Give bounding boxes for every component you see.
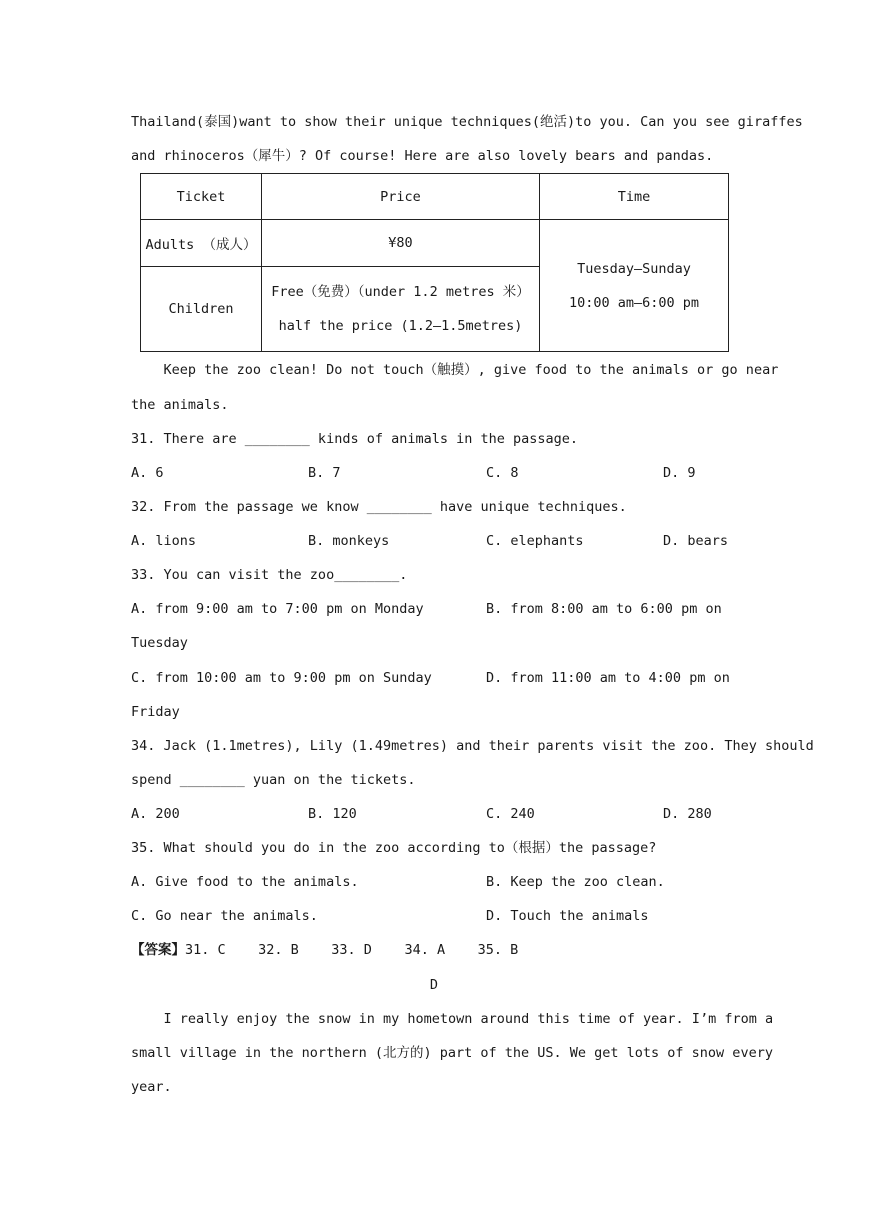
q33-option-a: A. from 9:00 am to 7:00 pm on Monday xyxy=(131,601,424,617)
q32-option-a: A. lions xyxy=(131,533,197,549)
q35-option-d: D. Touch the animals xyxy=(486,908,649,924)
answer-line xyxy=(131,940,518,960)
intro-line-1: Thailand(泰国)want to show their unique techniques(绝活)to you. Can you see giraffes xyxy=(131,114,803,130)
section-d-line-1: I really enjoy the snow in my hometown around this time of year. I’m from a xyxy=(131,1011,774,1027)
q34-option-b: B. 120 xyxy=(308,806,357,822)
children-price-free: Free（免费）（under 1.2 metres 米） xyxy=(271,284,530,300)
q33-stem: 33. You can visit the zoo________. xyxy=(131,567,408,583)
q34-stem-2: spend ________ yuan on the tickets. xyxy=(131,772,416,788)
children-price xyxy=(262,267,540,352)
header-time: Time xyxy=(540,174,729,220)
q33-option-d-cont: Friday xyxy=(131,704,180,720)
adults-price: ¥80 xyxy=(262,220,540,267)
section-heading: D xyxy=(429,977,439,993)
ticket-table xyxy=(140,173,729,352)
q31-option-b: B. 7 xyxy=(308,465,341,481)
q34-stem-1: 34. Jack (1.1metres), Lily (1.49metres) and their parents visit the zoo. They should xyxy=(131,738,814,754)
rules-line-2: the animals. xyxy=(131,397,229,413)
time-days: Tuesday—Sunday xyxy=(577,260,691,277)
q35-option-a: A. Give food to the animals. xyxy=(131,874,359,890)
q33-option-c: C. from 10:00 am to 9:00 pm on Sunday xyxy=(131,670,432,686)
answer-values: 31. C 32. B 33. D 34. A 35. B xyxy=(185,942,519,958)
answer-key-label: 【答案】 xyxy=(131,942,185,958)
q33-option-b: B. from 8:00 am to 6:00 pm on xyxy=(486,601,722,617)
q34-option-d: D. 280 xyxy=(663,806,712,822)
section-d-line-2: small village in the northern (北方的) part of the US. We get lots of snow every xyxy=(131,1045,773,1061)
q31-option-d: D. 9 xyxy=(663,465,696,481)
q31-stem: 31. There are ________ kinds of animals in the passage. xyxy=(131,431,579,447)
children-price-half: half the price (1.2—1.5metres) xyxy=(278,318,523,334)
q33-option-d: D. from 11:00 am to 4:00 pm on xyxy=(486,670,730,686)
time-cell xyxy=(540,220,729,352)
adults-label: Adults （成人） xyxy=(141,220,262,267)
q35-option-b: B. Keep the zoo clean. xyxy=(486,874,665,890)
q34-option-a: A. 200 xyxy=(131,806,180,822)
intro-line-2: and rhinoceros（犀牛）? Of course! Here are also lovely bears and pandas. xyxy=(131,148,714,164)
q35-stem: 35. What should you do in the zoo according to（根据）the passage? xyxy=(131,840,657,856)
q33-option-b-cont: Tuesday xyxy=(131,635,188,651)
q32-option-d: D. bears xyxy=(663,533,729,549)
q31-option-c: C. 8 xyxy=(486,465,519,481)
children-label: Children xyxy=(141,267,262,352)
q31-option-a: A. 6 xyxy=(131,465,164,481)
header-ticket: Ticket xyxy=(141,174,262,220)
q35-option-c: C. Go near the animals. xyxy=(131,908,318,924)
q34-option-c: C. 240 xyxy=(486,806,535,822)
time-hours: 10:00 am—6:00 pm xyxy=(568,294,700,311)
section-d-line-3: year. xyxy=(131,1079,172,1095)
header-price: Price xyxy=(262,174,540,220)
q32-option-c: C. elephants xyxy=(486,533,584,549)
q32-stem: 32. From the passage we know ________ have unique techniques. xyxy=(131,499,627,515)
rules-line-1: Keep the zoo clean! Do not touch（触摸）, give food to the animals or go near xyxy=(131,362,779,378)
q32-option-b: B. monkeys xyxy=(308,533,390,549)
